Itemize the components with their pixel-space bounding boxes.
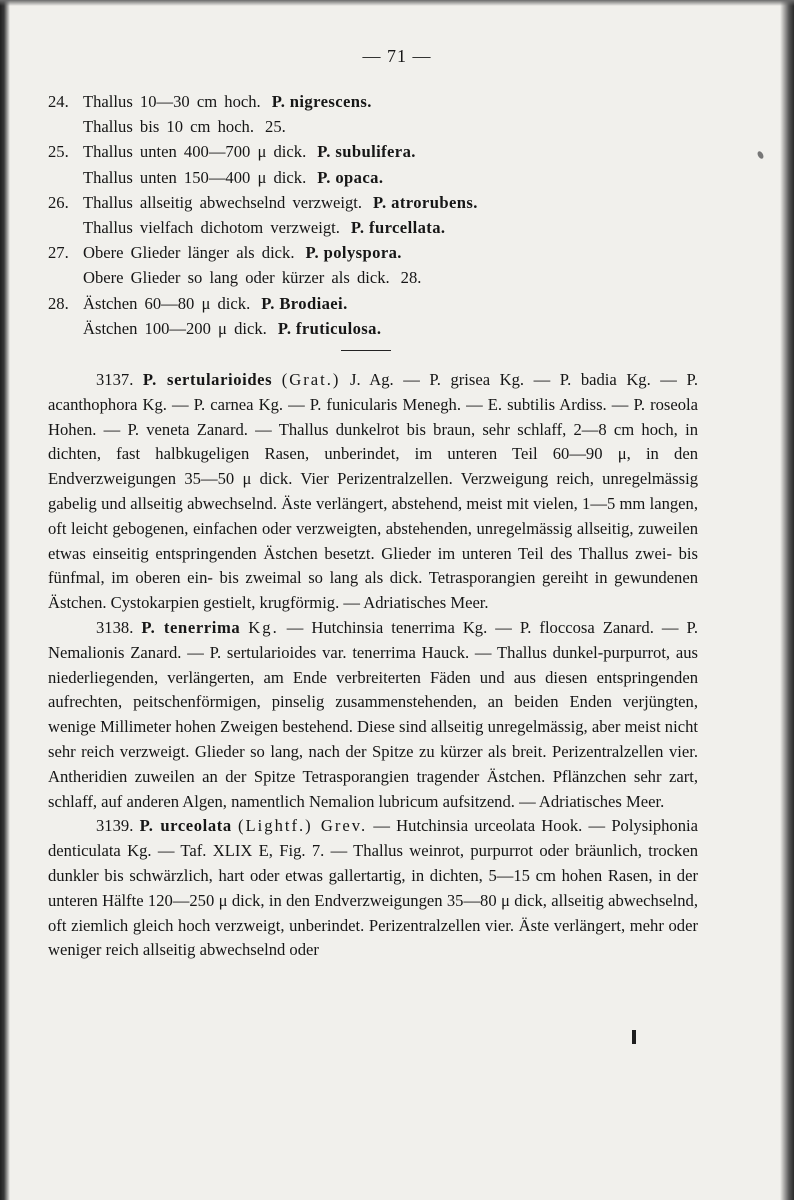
key-taxon: P. subulifera.	[317, 142, 416, 162]
key-text: Ästchen 60—80 μ dick.	[83, 293, 251, 313]
key-line	[48, 139, 728, 164]
key-number: 24.	[48, 92, 69, 111]
entry-number: 3137.	[96, 370, 134, 389]
key-line	[48, 240, 728, 265]
species-name: P. tenerrima	[141, 617, 241, 637]
key-line	[48, 265, 728, 290]
species-author: (Grat.)	[281, 370, 341, 389]
key-taxon: P. opaca.	[317, 167, 384, 187]
key-number: 28.	[48, 293, 69, 313]
key-text: Ästchen 100—200 μ dick.	[83, 318, 267, 338]
entry-text: — Hutchinsia tenerrima Kg. — P. floccosa Zanard. — P. Nemalionis Zanard. — P. sertularioides var. tenerrima Hauck. — Thallus dunkel-purpurrot, aus niederliegenden, verlängerten, am Ende verbreiterten Fäden und aus diesen entspringenden aufrechten, peitschenförmigen, pinselig zusammenstehenden, an beiden Enden verjüngten, wenige Millimeter hohen Zweigen bestehend. Diese sind allseitig unregelmässig, aber meist nicht sehr reich verzweigt. Glieder so lang, nach der Spitze zu kürzer als breit. Perizentralzellen vier. Antheridien zuweilen an der Spitze Tetrasporangien tragender Ästchen. Pflänzchen sehr zart, schlaff, auf anderen Algen, namentlich Nemalion lubricum aufsitzend. — Adriatisches Meer.	[48, 617, 698, 811]
key-line	[48, 89, 728, 114]
key-reference: 28.	[400, 268, 422, 288]
key-taxon: P. atrorubens.	[373, 192, 478, 212]
key-reference: 25.	[265, 117, 286, 137]
scan-edge-left	[0, 0, 10, 1200]
key-text: Thallus allseitig abwechselnd verzweigt.	[83, 192, 363, 212]
species-descriptions	[48, 368, 698, 963]
species-name: P. sertularioides	[142, 370, 273, 389]
key-line	[48, 190, 728, 215]
key-taxon: P. Brodiaei.	[261, 293, 348, 313]
key-number: 27.	[48, 243, 69, 263]
page-number: — 71 —	[362, 46, 432, 66]
key-text: Thallus unten 150—400 μ dick.	[83, 167, 307, 187]
species-author: (Lightf.) Grev.	[238, 816, 368, 836]
scan-edge-top	[0, 0, 794, 6]
key-taxon: P. furcellata.	[350, 218, 446, 238]
species-name: P. urceolata	[139, 816, 232, 836]
key-text: Thallus bis 10 cm hoch.	[83, 117, 255, 137]
species-entry	[48, 814, 698, 963]
key-line	[48, 316, 728, 341]
ink-smudge	[632, 1030, 636, 1044]
key-text: Thallus 10—30 cm hoch.	[83, 92, 261, 111]
entry-number: 3139.	[96, 816, 134, 836]
key-text: Thallus unten 400—700 μ dick.	[83, 142, 307, 162]
key-line	[48, 165, 728, 190]
section-divider	[341, 350, 391, 351]
key-number: 26.	[48, 192, 69, 212]
ink-speck	[756, 150, 764, 159]
identification-key	[48, 89, 728, 341]
key-line	[48, 291, 728, 316]
species-author: Kg.	[248, 617, 279, 637]
key-line	[48, 114, 728, 139]
key-line	[48, 215, 728, 240]
entry-number: 3138.	[96, 617, 134, 637]
key-text: Obere Glieder länger als dick.	[83, 243, 295, 263]
entry-text: J. Ag. — P. grisea Kg. — P. badia Kg. — P. acanthophora Kg. — P. carnea Kg. — P. funicularis Menegh. — E. subtilis Ardiss. — P. roseola Hohen. — P. veneta Zanard. — Thallus dunkelrot bis braun, sehr schlaff, 2—8 cm hoch, in dichten, fast halbkugeligen Rasen, unberindet, im unteren Teil 60—90 μ, in den Endverzweigungen 35—50 μ dick. Vier Perizentralzellen. Verzweigung reich, unregelmässig gabelig und allseitig abwechselnd. Äste verlängert, abstehend, meist mit vielen, 1—5 mm langen, oft leicht gebogenen, einfachen oder verzweigten, abstehenden, unregelmässig allseitig, zuweilen etwas einseitig entspringenden Ästchen besetzt. Glieder im unteren Teil des Thallus zwei- bis fünfmal, im oberen ein- bis zweimal so lang als dick. Tetrasporangien gereiht in gewundenen Ästchen. Cystokarpien gestielt, krugförmig. — Adriatisches Meer.	[48, 370, 698, 613]
key-text: Obere Glieder so lang oder kürzer als dick.	[83, 268, 390, 288]
entry-text: — Hutchinsia urceolata Hook. — Polysiphonia denticulata Kg. — Taf. XLIX E, Fig. 7. — Thallus weinrot, purpurrot oder bräunlich, trocken dunkler bis schwärzlich, hart oder etwas gallertartig, in dichten, 5—15 cm hohen Rasen, in der unteren Hälfte 120—250 μ dick, in den Endverzweigungen 35—80 μ dick, allseitig abwechselnd, oft ziemlich gleich hoch verzweigt, unberindet. Perizentralzellen vier. Äste verlängert, mehr oder weniger reich allseitig abwechselnd oder	[48, 816, 698, 960]
species-entry	[48, 616, 698, 814]
key-number: 25.	[48, 142, 69, 162]
key-taxon: P. polyspora.	[305, 243, 402, 263]
species-entry	[48, 368, 698, 616]
key-taxon: P. nigrescens.	[271, 92, 372, 111]
key-taxon: P. fruticulosa.	[277, 318, 382, 338]
key-text: Thallus vielfach dichotom verzweigt.	[83, 218, 340, 238]
scan-edge-right	[780, 0, 794, 1200]
